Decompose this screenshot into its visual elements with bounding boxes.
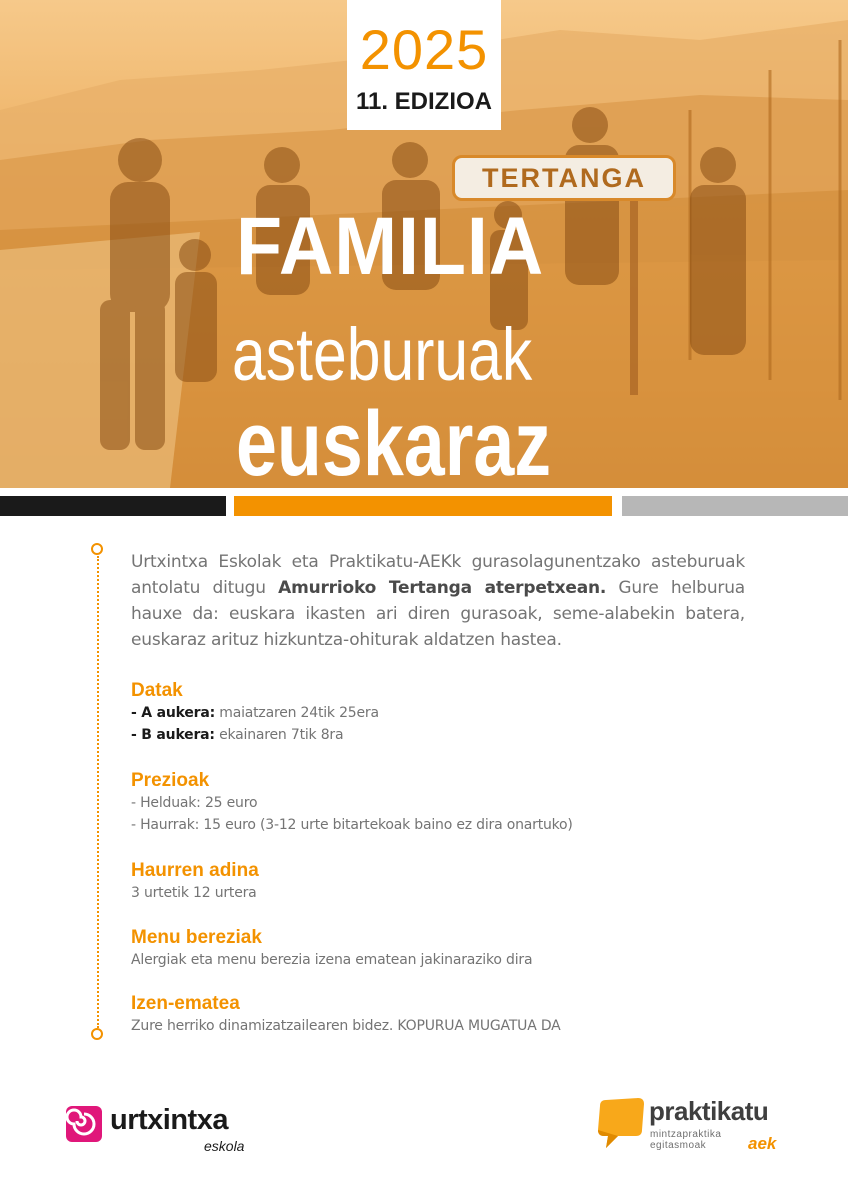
divider-bar-black xyxy=(0,496,226,516)
speech-bubble-icon xyxy=(594,1096,646,1150)
divider-bar-orange xyxy=(234,496,612,516)
age-range: 3 urtetik 12 urtera xyxy=(131,885,257,901)
price-children: - Haurrak: 15 euro (3-12 urte bitartekoak baino ez dira onartuko) xyxy=(131,817,573,833)
section-title: Izen-ematea xyxy=(131,993,240,1014)
headline xyxy=(0,0,848,488)
edition-label: 11. EDIZIOA xyxy=(355,88,493,115)
section-menu xyxy=(131,927,771,971)
option-b-label: - B aukera: xyxy=(131,727,215,743)
urtxintxa-spiral-icon xyxy=(66,1106,102,1142)
urtxintxa-sub: eskola xyxy=(204,1138,245,1154)
option-a-value: maiatzaren 24tik 25era xyxy=(215,705,379,721)
option-b-value: ekainaren 7tik 8ra xyxy=(214,727,344,743)
praktikatu-logo xyxy=(594,1096,794,1160)
intro-text-end: Gure helburua hauxe da: euskara ikasten ari diren gurasoak, seme-alabekin batera, euskaraz arituz hizkuntza-ohiturak aldatzen hastea. xyxy=(131,578,745,650)
praktikatu-sub-2: egitasmoak xyxy=(650,1140,707,1151)
divider-bar-gray xyxy=(622,496,848,516)
tertanga-sign: TERTANGA xyxy=(452,155,676,201)
timeline-start-dot xyxy=(91,543,103,555)
section-izen-ematea xyxy=(131,993,771,1037)
praktikatu-name: praktikatu xyxy=(649,1096,769,1126)
intro-text-start: Urtxintxa Eskolak eta Praktikatu-AEKk gurasolagunentzako asteburuak antolatu ditugu xyxy=(131,552,745,598)
timeline-dotted-line xyxy=(97,556,99,1028)
headline-line-3: euskaraz xyxy=(236,393,552,488)
registration-info: Zure herriko dinamizatzailearen bidez. KOPURUA MUGATUA DA xyxy=(131,1018,561,1034)
menu-info: Alergiak eta menu berezia izena ematean jakinaraziko dira xyxy=(131,952,533,968)
section-prezioak xyxy=(131,770,771,836)
option-a-line xyxy=(131,702,771,724)
section-title: Haurren adina xyxy=(131,860,259,881)
praktikatu-aek: aek xyxy=(748,1134,777,1153)
headline-line-2: asteburuak xyxy=(232,313,533,396)
section-datak xyxy=(131,680,771,746)
praktikatu-sub-1: mintzapraktika xyxy=(650,1129,722,1140)
price-adults: - Helduak: 25 euro xyxy=(131,795,258,811)
timeline-end-dot xyxy=(91,1028,103,1040)
hero-banner xyxy=(0,0,848,488)
urtxintxa-name: urtxintxa xyxy=(110,1104,228,1136)
option-b-line xyxy=(131,724,771,746)
intro-paragraph xyxy=(131,549,745,653)
option-a-label: - A aukera: xyxy=(131,705,215,721)
headline-line-1: FAMILIA xyxy=(236,201,545,292)
section-title: Menu bereziak xyxy=(131,927,262,948)
year-label: 2025 xyxy=(359,18,489,81)
intro-location: Amurrioko Tertanga aterpetxean. xyxy=(278,578,607,598)
section-title: Prezioak xyxy=(131,770,210,791)
section-title: Datak xyxy=(131,680,183,701)
section-adina xyxy=(131,860,771,904)
urtxintxa-logo xyxy=(66,1104,256,1164)
